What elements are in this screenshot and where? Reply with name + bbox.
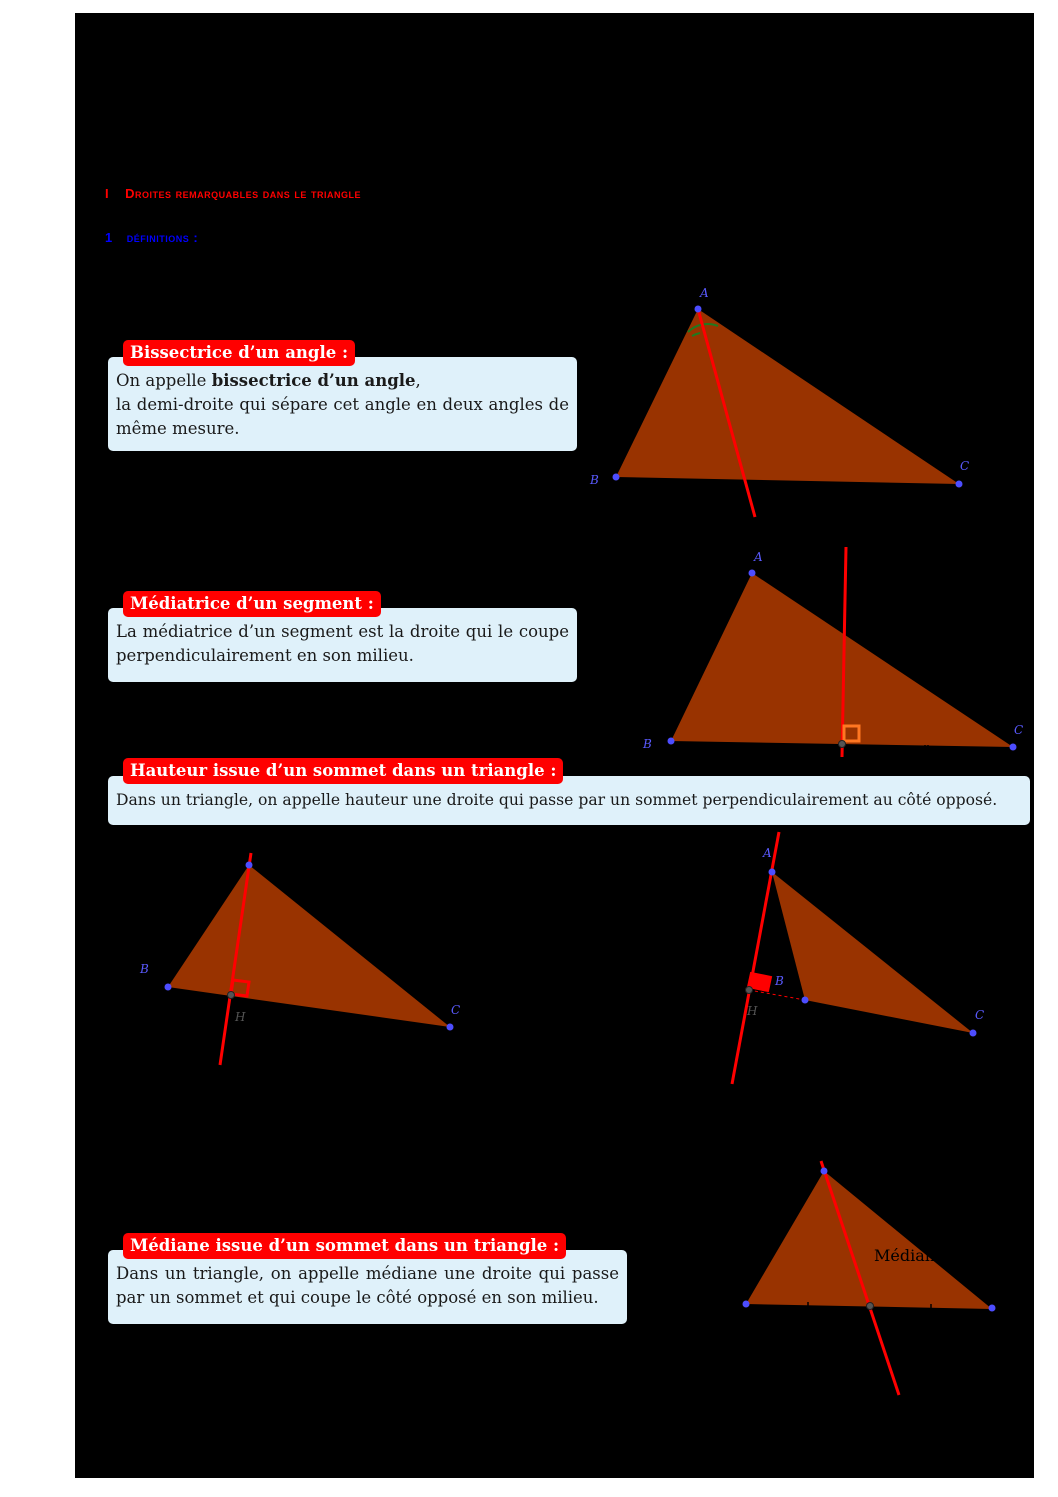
label-a: A (700, 286, 709, 300)
label-c: C (975, 1008, 985, 1022)
text-fragment: , (415, 371, 421, 390)
definition-text-mediatrice: La médiatrice d’un segment est la droite qui le coupe perpendiculairement en son milieu. (116, 622, 569, 665)
definition-text-mediane: Dans un triangle, on appelle médiane une droite qui passe par un sommet et qui coupe le côté opposé en son milieu. (116, 1264, 619, 1307)
label-a: A (763, 846, 772, 860)
point-c (447, 1024, 454, 1031)
triangle (772, 872, 973, 1033)
subsection-title: définitions : (126, 230, 199, 245)
point-a (246, 862, 253, 869)
label-c: C (960, 459, 970, 473)
definition-title-mediane: Médiane issue d’un sommet dans un triangle : (123, 1233, 566, 1259)
point-b (668, 738, 675, 745)
label-b: B (775, 974, 784, 988)
text-fragment: la demi-droite qui sépare cet angle en deux angles de même mesure. (116, 395, 569, 438)
definition-title-mediatrice: Médiatrice d’un segment : (123, 591, 381, 617)
point-h (228, 992, 235, 999)
triangle (168, 865, 450, 1027)
point-b (165, 984, 172, 991)
label-h: H (747, 1004, 758, 1018)
definition-title-hauteur: Hauteur issue d’un sommet dans un triangle : (123, 758, 563, 784)
point-a (695, 306, 702, 313)
section-number: I (105, 186, 110, 201)
term-bold: bissectrice d’un angle (211, 371, 416, 390)
point-b (802, 997, 809, 1004)
point-h (746, 987, 753, 994)
median-label-clip (874, 1246, 945, 1265)
triangle (746, 1171, 992, 1309)
triangle (616, 309, 959, 484)
midpoint (839, 741, 846, 748)
point-c (956, 481, 963, 488)
figure-mediatrice (642, 547, 1023, 757)
section-title: Droites remarquables dans le triangle (125, 186, 361, 201)
point-a (821, 1168, 828, 1175)
median-label: Médiane (874, 1246, 945, 1265)
midpoint (867, 1303, 874, 1310)
point-b (613, 474, 620, 481)
label-a: A (754, 550, 763, 564)
point-c (1010, 744, 1017, 751)
point-c (970, 1030, 977, 1037)
figure-bissectrice (589, 286, 969, 517)
point-a (749, 570, 756, 577)
label-h: H (235, 1010, 246, 1024)
point-c (989, 1305, 996, 1312)
definition-text-hauteur: Dans un triangle, on appelle hauteur une droite qui passe par un sommet perpendiculairement au côté opposé. (116, 791, 998, 809)
definition-title-bissectrice: Bissectrice d’un angle : (123, 340, 355, 366)
label-b: B (643, 737, 652, 751)
figure-hauteur-2 (732, 832, 984, 1084)
figure-hauteur-1 (139, 853, 460, 1065)
figure-mediane (743, 1161, 996, 1395)
text-fragment: On appelle (116, 371, 212, 390)
point-b (743, 1301, 750, 1308)
label-c: C (451, 1003, 461, 1017)
label-c: C (1014, 723, 1024, 737)
label-b: B (590, 473, 599, 487)
extension-line (749, 990, 805, 1000)
subsection-number: 1 (105, 230, 113, 245)
point-a (769, 869, 776, 876)
label-b: B (140, 962, 149, 976)
